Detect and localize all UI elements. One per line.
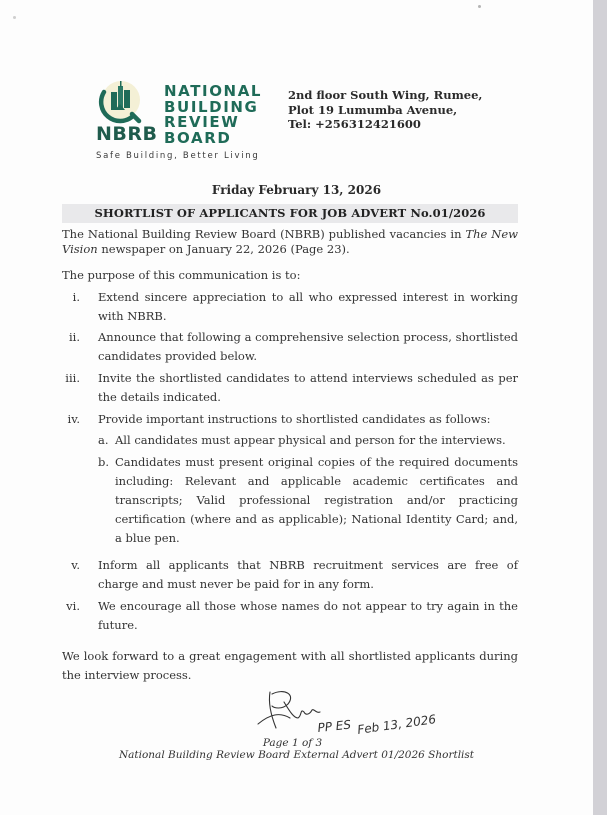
item-text: Extend sincere appreciation to all who expressed interest in working with NBRB. (98, 290, 518, 323)
item-text: Provide important instructions to shortlisted candidates as follows: (98, 412, 491, 426)
logo-name-line: BUILDING (164, 97, 259, 116)
page-number (0, 737, 593, 749)
address-line: 2nd floor South Wing, Rumee, (288, 88, 483, 102)
newspaper-name: The New Vision (62, 227, 518, 256)
logo-name-line: NATIONAL (164, 82, 263, 100)
instruction-label: b. (98, 455, 110, 469)
item-number: iv. (67, 412, 80, 426)
signature-annotation: PP ES (316, 717, 352, 735)
document-date: Friday February 13, 2026 (211, 183, 382, 197)
instruction-text: All candidates must appear physical and person for the interviews. (115, 433, 506, 447)
document-title: SHORTLIST OF APPLICANTS FOR JOB ADVERT No.01/2026 (94, 206, 486, 220)
address-phone: Tel: +256312421600 (288, 117, 421, 131)
intro-paragraph (62, 227, 518, 257)
logo-tagline: Safe Building, Better Living (96, 151, 260, 161)
logo-name-line: REVIEW (164, 113, 240, 131)
item-text: Announce that following a comprehensive selection process, shortlisted candidates provided below. (98, 330, 518, 363)
purpose-lead: The purpose of this communication is to: (62, 268, 301, 282)
item-text: Invite the shortlisted candidates to attend interviews scheduled as per the details indicated. (98, 371, 518, 404)
item-number: ii. (68, 330, 80, 344)
item-number: v. (71, 558, 80, 572)
item-number: iii. (65, 371, 80, 385)
item-number: i. (72, 290, 80, 304)
scan-edge (593, 0, 607, 815)
magnifier-building-icon (93, 78, 157, 126)
address-line: Plot 19 Lumumba Avenue, (288, 102, 458, 117)
handwritten-signature (250, 684, 450, 740)
item-number: vi. (66, 599, 80, 613)
item-text: Inform all applicants that NBRB recruitment services are free of charge and must never be paid for in any form. (98, 558, 518, 591)
logo-name-line: BOARD (164, 128, 232, 147)
instruction-text: Candidates must present original copies of the required documents including: Relevant and applicable academic certificates and transcripts; Valid professional registration and/or practicing certification (where and as applicable); National Identity Card; and, a blue pen. (115, 455, 518, 545)
scan-artifact (13, 16, 16, 19)
closing-paragraph: We look forward to a great engagement with all shortlisted applicants during the interview process. (62, 649, 518, 682)
page-label: Page 1 of 3 (262, 737, 323, 749)
item-text: We encourage all those whose names do not appear to try again in the future. (98, 599, 518, 632)
scan-artifact (478, 5, 481, 8)
organization-address (288, 88, 482, 132)
document-footer: National Building Review Board External Advert 01/2026 Shortlist (118, 749, 475, 761)
instruction-label: a. (98, 433, 109, 447)
nbrb-logo (93, 78, 273, 168)
logo-abbreviation: NBRB (96, 123, 158, 145)
logo-organization-name (164, 84, 262, 146)
intro-after: newspaper on January 22, 2026 (Page 23). (97, 242, 350, 256)
intro-before: The National Building Review Board (NBRB) published vacancies in (62, 227, 466, 241)
signature-date: Feb 13, 2026 (356, 712, 437, 737)
